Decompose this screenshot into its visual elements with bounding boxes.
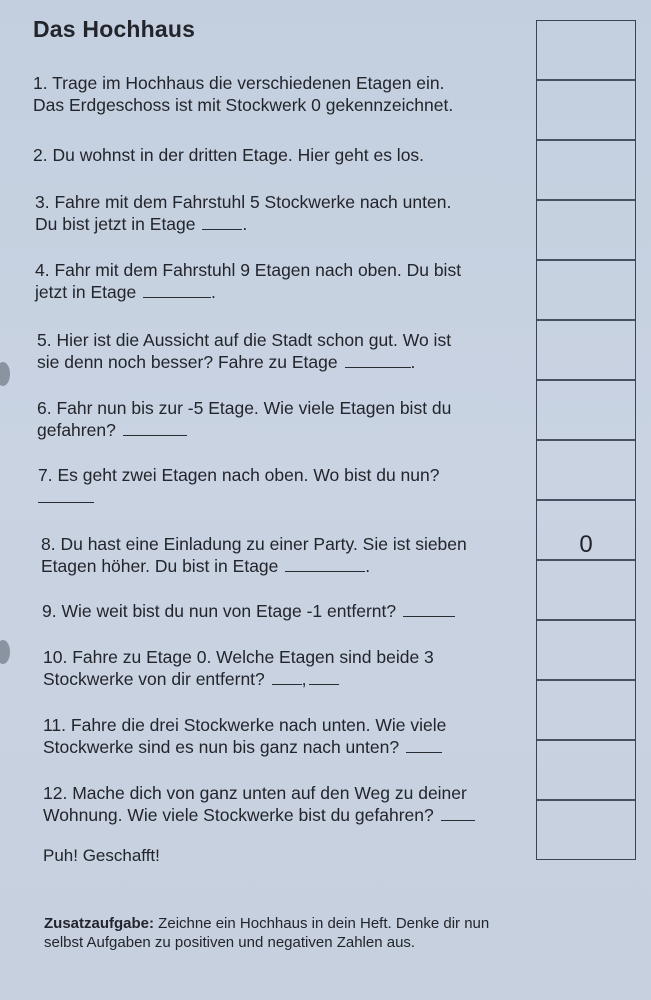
task-9-line-1: 9. Wie weit bist du nun von Etage -1 entfernt? (42, 601, 397, 621)
floor-line (537, 139, 635, 141)
task-4-line-2: jetzt in Etage (35, 282, 137, 302)
task-1-line-2: Das Erdgeschoss ist mit Stockwerk 0 gekennzeichnet. (33, 95, 454, 115)
task-7-line-1: 7. Es geht zwei Etagen nach oben. Wo bist du nun? (38, 465, 440, 485)
task-12 (43, 782, 563, 826)
task-1 (33, 72, 553, 116)
punctuation: . (211, 282, 216, 302)
task-11-line-1: 11. Fahre die drei Stockwerke nach unten. Wie viele (43, 715, 447, 735)
task-8-line-2: Etagen höher. Du bist in Etage (41, 556, 279, 576)
extra-task-text-2: selbst Aufgaben zu positiven und negativen Zahlen aus. (44, 934, 416, 951)
task-11 (43, 714, 563, 758)
ground-floor-label: 0 (579, 531, 593, 558)
task-8-line-1: 8. Du hast eine Einladung zu einer Party. Sie ist sieben (41, 534, 467, 554)
task-2 (33, 144, 553, 166)
answer-blank[interactable] (403, 600, 455, 617)
punctuation: . (410, 352, 416, 372)
done-text: Puh! Geschafft! (43, 846, 160, 865)
answer-blank[interactable] (309, 668, 339, 685)
answer-blank[interactable] (406, 736, 442, 753)
task-5-line-1: 5. Hier ist die Aussicht auf die Stadt schon gut. Wo ist (37, 330, 452, 350)
task-3 (35, 191, 555, 235)
task-5 (37, 329, 557, 373)
extra-task-text-1: Zeichne ein Hochhaus in dein Heft. Denke dir nun (154, 915, 490, 932)
task-3-line-1: 3. Fahre mit dem Fahrstuhl 5 Stockwerke nach unten. (35, 192, 452, 212)
task-2-line-1: 2. Du wohnst in der dritten Etage. Hier geht es los. (33, 145, 425, 165)
task-10-line-2: Stockwerke von dir entfernt? (43, 669, 265, 689)
punctuation: . (242, 214, 248, 234)
floor-line (537, 499, 635, 501)
task-6-line-1: 6. Fahr nun bis zur -5 Etage. Wie viele Etagen bist du (37, 398, 452, 418)
floor-line (537, 739, 635, 741)
task-12-line-1: 12. Mache dich von ganz unten auf den Weg zu deiner (43, 783, 467, 803)
task-1-line-1: 1. Trage im Hochhaus die verschiedenen Etagen ein. (33, 73, 445, 93)
punch-hole (0, 362, 10, 386)
answer-blank[interactable] (123, 419, 187, 436)
floor-line (537, 679, 635, 681)
floor-line (537, 439, 635, 441)
floor-line (537, 799, 635, 801)
task-4-line-1: 4. Fahr mit dem Fahrstuhl 9 Etagen nach oben. Du bist (35, 260, 462, 280)
task-11-line-2: Stockwerke sind es nun bis ganz nach unten? (43, 737, 400, 757)
task-3-line-2: Du bist jetzt in Etage (35, 214, 196, 234)
floor-line (537, 559, 635, 561)
task-7 (38, 464, 558, 508)
extra-task-label: Zusatzaufgabe: (44, 915, 155, 932)
task-8 (41, 533, 561, 577)
floor-line (537, 199, 635, 201)
punch-hole (0, 640, 10, 664)
task-6 (37, 397, 557, 441)
page-title: Das Hochhaus (33, 16, 196, 42)
task-10-line-1: 10. Fahre zu Etage 0. Welche Etagen sind beide 3 (43, 647, 434, 667)
floor-line (537, 79, 635, 81)
task-12-line-2: Wohnung. Wie viele Stockwerke bist du gefahren? (43, 805, 434, 825)
task-9 (42, 600, 562, 622)
answer-blank[interactable] (441, 804, 475, 821)
extra-task (44, 914, 604, 952)
task-4 (35, 259, 555, 303)
separator: , (301, 669, 307, 689)
task-6-line-2: gefahren? (37, 420, 116, 440)
punctuation: . (365, 556, 371, 576)
floor-line (537, 619, 635, 621)
answer-blank[interactable] (202, 213, 242, 230)
task-5-line-2: sie denn noch besser? Fahre zu Etage (37, 352, 338, 372)
answer-blank[interactable] (285, 555, 365, 572)
answer-blank[interactable] (143, 281, 211, 298)
floor-line (537, 319, 635, 321)
floor-line (537, 379, 635, 381)
answer-blank[interactable] (345, 351, 411, 368)
skyscraper-diagram (536, 20, 636, 860)
answer-blank[interactable] (272, 668, 302, 685)
answer-blank[interactable] (38, 486, 94, 503)
floor-line (537, 259, 635, 261)
task-10 (43, 646, 563, 690)
